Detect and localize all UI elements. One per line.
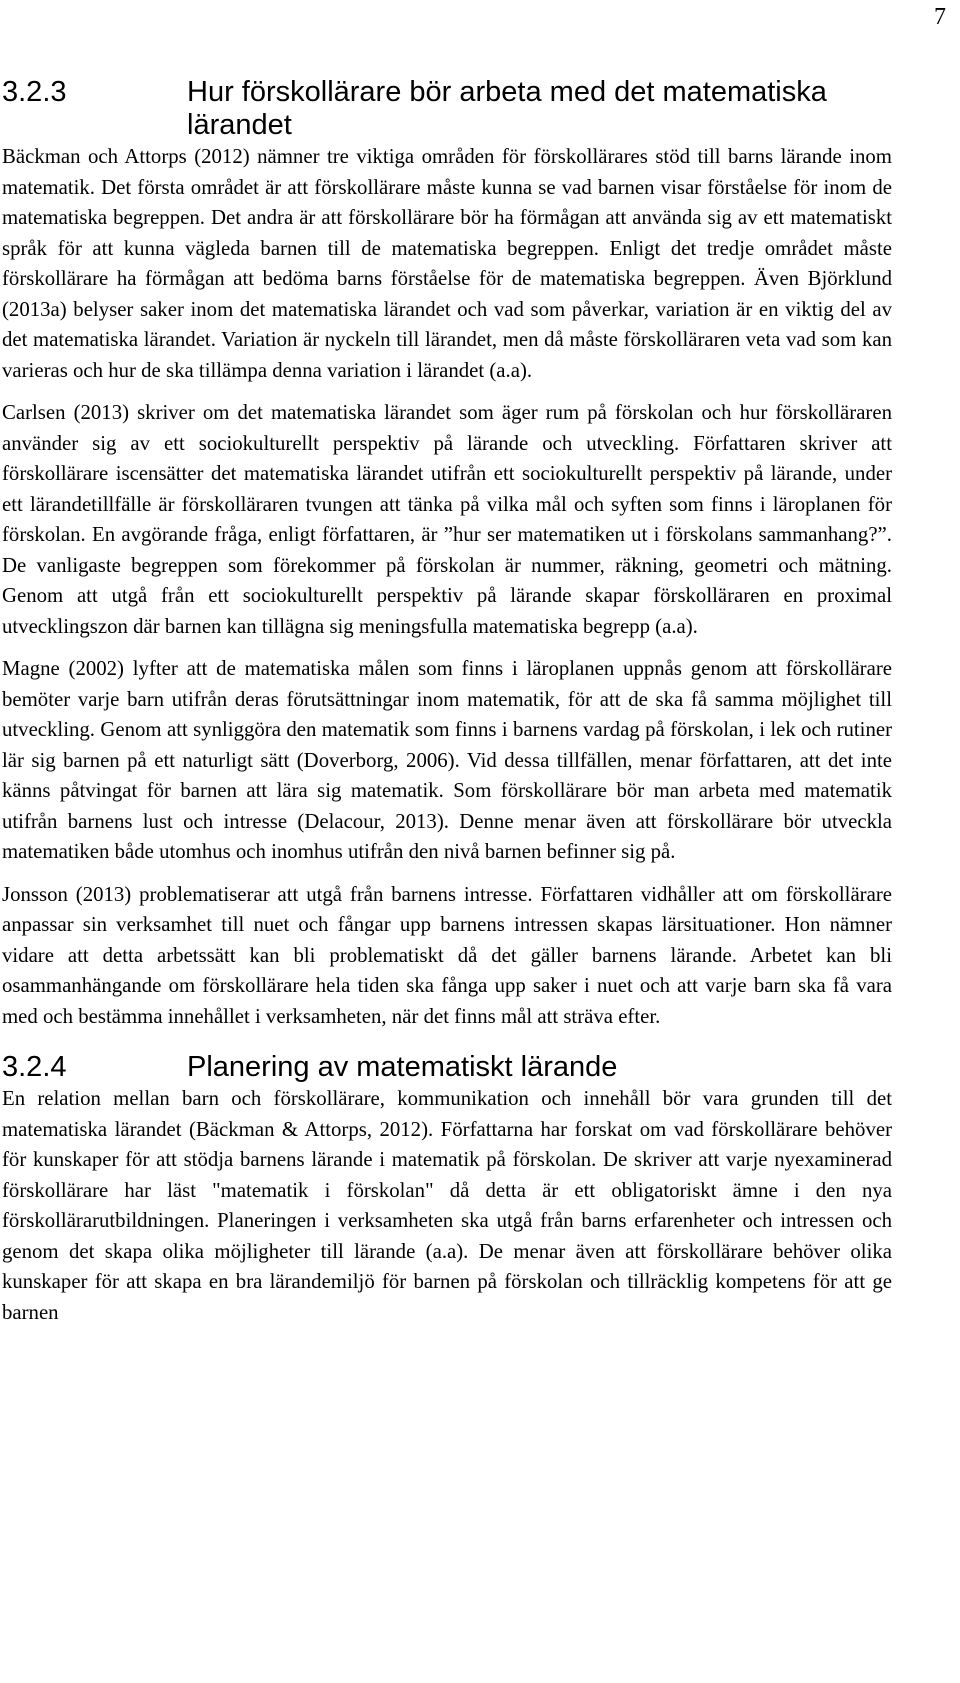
section-heading [2, 1051, 892, 1084]
page-number: 7 [934, 4, 946, 30]
body-paragraph: En relation mellan barn och förskollärare, kommunikation och innehåll bör vara grunden till det matematiska lärandet (Bäckman & Attorps, 2012). Författarna har forskat om vad förskollärare behöver för kunskaper för att stödja barnens lärande i matematik på förskolan. De skriver att varje nyexaminerad förskollärare har läst "matematik i förskolan" då detta är ett obligatoriskt ämne i den nya förskollärarutbildningen. Planeringen i verksamheten ska utgå från barns erfarenheter och intressen och genom det skapa olika möjligheter till lärande (a.a). De menar även att förskollärare behöver olika kunskaper för att skapa en bra lärandemiljö för barnen på förskolan och tillräcklig kompetens för att ge barnen [2, 1087, 892, 1324]
section-title: Hur förskollärare bör arbeta med det matematiska lärandet [187, 76, 827, 141]
body-paragraph: Jonsson (2013) problematiserar att utgå från barnens intresse. Författaren vidhåller att om förskollärare anpassar sin verksamhet till nuet och fångar upp barnens intressen skapas lärsituationer. Hon nämner vidare att detta arbetssätt kan bli problematiskt då det gäller barnens lärande. Arbetet kan bli osammanhängande om förskollärare hela tiden ska fånga upp saker i nuet och att varje barn ska få vara med och bestämma innehållet i verksamheten, när det finns mål att sträva efter. [2, 882, 892, 1028]
section-title: Planering av matematiskt lärande [187, 1051, 618, 1083]
section-number: 3.2.4 [2, 1051, 67, 1083]
section-heading [2, 76, 892, 142]
body-paragraph: Bäckman och Attorps (2012) nämner tre viktiga områden för förskollärares stöd till barns lärande inom matematik. Det första området är att förskollärare måste kunna se vad barnen visar förståelse för inom de matematiska begreppen. Det andra är att förskollärare bör ha förmågan att använda sig av ett matematiskt språk för att kunna vägleda barnen till de matematiska begreppen. Enligt det tredje området måste förskollärare ha förmågan att bedöma barns förståelse för de matematiska begreppen. Även Björklund (2013a) belyser saker inom det matematiska lärandet och vad som påverkar, variation är en viktig del av det matematiska lärandet. Variation är nyckeln till lärandet, men då måste förskolläraren veta vad som kan varieras och hur de ska tillämpa denna variation i lärandet (a.a). [2, 145, 892, 382]
body-paragraph: Magne (2002) lyfter att de matematiska målen som finns i läroplanen uppnås genom att förskollärare bemöter varje barn utifrån deras förutsättningar inom matematik, för att de ska få samma möjlighet till utveckling. Genom att synliggöra den matematik som finns i barnens vardag på förskolan, i lek och rutiner lär sig barnen på ett naturligt sätt (Doverborg, 2006). Vid dessa tillfällen, menar författaren, att det inte känns påtvingat för barnen att lära sig matematik. Som förskollärare bör man arbeta med matematik utifrån barnens lust och intresse (Delacour, 2013). Denne menar även att förskollärare bör utveckla matematiken både utomhus och inomhus utifrån den nivå barnen befinner sig på. [2, 657, 892, 863]
document-body [2, 76, 892, 1328]
section-number: 3.2.3 [2, 76, 67, 108]
body-paragraph: Carlsen (2013) skriver om det matematiska lärandet som äger rum på förskolan och hur förskolläraren använder sig av ett sociokulturellt perspektiv på lärande och utveckling. Författaren skriver att förskollärare iscensätter det matematiska lärandet utifrån ett sociokulturellt perspektiv på lärande, under ett lärandetillfälle är förskolläraren tvungen att tänka på vilka mål och syften som finns i läroplanen för förskolan. En avgörande fråga, enligt författaren, är ”hur ser matematiken ut i förskolans sammanhang?”. De vanligaste begreppen som förekommer på förskolan är nummer, räkning, geometri och mätning. Genom att utgå från ett sociokulturellt perspektiv på lärande skapar förskolläraren en proximal utvecklingszon där barnen kan tillägna sig meningsfulla matematiska begrepp (a.a). [2, 401, 892, 638]
